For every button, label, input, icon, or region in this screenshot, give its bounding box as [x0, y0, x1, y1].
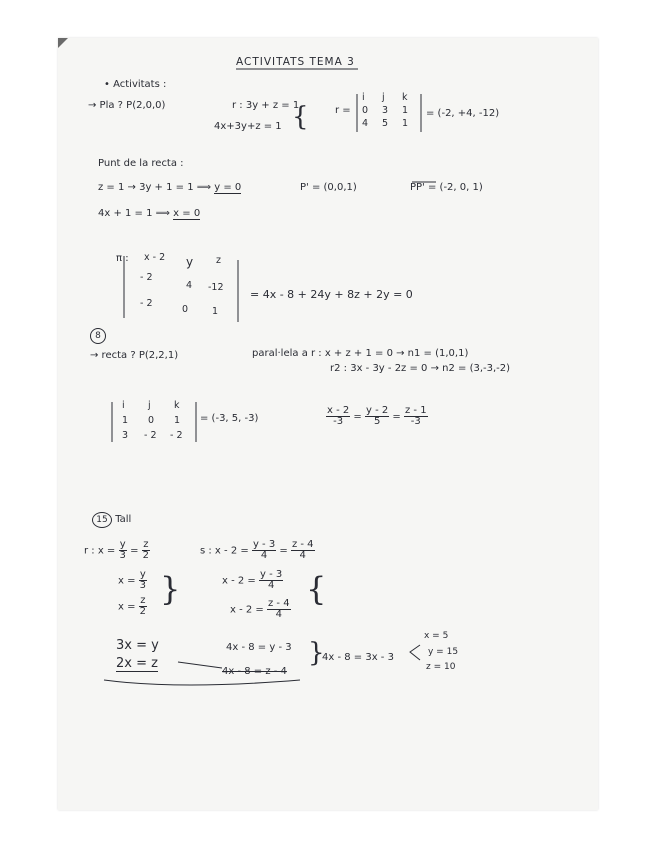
frac-num: y - 3: [260, 569, 283, 580]
frac-den: 5: [373, 416, 381, 427]
s15-label: Tall: [115, 514, 132, 525]
d-cell: 4: [186, 280, 193, 291]
s15-a1-prefix: x =: [118, 575, 136, 587]
s1-x-result: x = 0: [173, 208, 201, 219]
s1-punt-label: Punt de la recta :: [98, 158, 184, 169]
s1-r2: 4x+3y+z = 1: [214, 121, 282, 132]
s15-brace-d: }: [308, 638, 325, 668]
s1-r1: r : 3y + z = 1: [232, 100, 300, 111]
s15-connector-curve: [104, 680, 300, 685]
m-cell: - 2: [170, 430, 183, 441]
s15-f3: z = 10: [426, 662, 456, 672]
m-cell: 0: [148, 415, 155, 426]
s1-line2-text: 4x + 1 = 1 ⟹: [98, 208, 174, 219]
frac-den: -3: [410, 416, 421, 427]
frac-num: y - 2: [366, 405, 389, 416]
s15-arrow: [178, 662, 222, 668]
m-cell: 4: [362, 118, 369, 129]
m-cell: 1: [174, 415, 181, 426]
frac-num: z - 4: [268, 598, 290, 609]
d-cell: - 2: [140, 272, 153, 283]
m-cell: j: [382, 92, 385, 103]
m-cell: i: [122, 400, 125, 411]
s1-matrix-result: = (-2, +4, -12): [426, 108, 500, 119]
s1-brace: {: [292, 102, 309, 132]
d-cell: x - 2: [144, 252, 166, 263]
s1-pprime: P' = (0,0,1): [300, 182, 357, 193]
s15-c2-text: 2x = z: [116, 656, 158, 671]
m-cell: 1: [122, 415, 129, 426]
d-cell: -12: [208, 282, 224, 293]
s15-d2: 4x - 8 = z - 4: [222, 666, 287, 677]
page-title: ACTIVITATS TEMA 3: [236, 56, 355, 68]
s8-plane2: r2 : 3x - 3y - 2z = 0 → n2 = (3,-3,-2): [330, 363, 511, 374]
s15-number-circle: 15: [92, 512, 112, 528]
m-cell: k: [402, 92, 408, 103]
s15-f2: y = 15: [428, 647, 459, 657]
s15-b1-prefix: x - 2 =: [222, 575, 256, 587]
s15-brace-b: {: [306, 570, 327, 608]
s8-line-eq: $\frac{x - 2}{-3}$ = $\frac{y - 2}{5}$ = $\frac{z - 1}{-3}$: [327, 405, 427, 427]
m-cell: 0: [362, 105, 369, 116]
m-cell: 1: [402, 118, 409, 129]
frac-num: z - 4: [291, 539, 314, 550]
frac-den: -3: [333, 416, 344, 427]
s1-y-result: y = 0: [214, 182, 242, 193]
s1-ppvec: PP' = (-2, 0, 1): [410, 182, 483, 193]
frac-num: x - 2: [327, 405, 350, 416]
frac-den: 4: [267, 580, 275, 591]
frac-num: y: [119, 539, 126, 550]
d-cell: 1: [212, 306, 219, 317]
frac-den: 4: [260, 550, 268, 561]
s8-question: → recta ? P(2,2,1): [90, 350, 179, 361]
s15-brace-a: }: [160, 570, 181, 608]
frac-num: y - 3: [252, 539, 276, 550]
d-cell: - 2: [140, 298, 153, 309]
s15-r-prefix: r : x =: [84, 545, 116, 557]
s1-line1-text: z = 1 → 3y + 1 = 1 ⟹: [98, 182, 215, 193]
frac-num: z: [143, 539, 149, 550]
s15-d1: 4x - 8 = y - 3: [226, 642, 292, 653]
frac-den: 2: [139, 606, 147, 617]
frac-num: z: [140, 595, 146, 606]
frac-num: z - 1: [405, 405, 427, 416]
m-cell: 5: [382, 118, 389, 129]
m-cell: 3: [122, 430, 129, 441]
frac-den: 4: [275, 609, 282, 620]
frac-den: 2: [142, 550, 150, 561]
s15-b2-prefix: x - 2 =: [230, 604, 264, 616]
frac-den: 3: [119, 550, 126, 561]
s15-s-prefix: s : x - 2 =: [200, 545, 249, 557]
s1-det-result: = 4x - 8 + 24y + 8z + 2y = 0: [250, 288, 413, 301]
s8-parallel: paral·lela a r : x + z + 1 = 0 → n1 = (1,0,1): [252, 348, 469, 359]
s1-r-label: r =: [335, 105, 351, 116]
s15-f1: x = 5: [424, 631, 449, 641]
m-cell: 1: [402, 105, 409, 116]
m-cell: 3: [382, 105, 389, 116]
frac-num: y: [139, 569, 146, 580]
s15-line-r: r : x = $\frac{y}{3}$ = $\frac{z}{2}$: [84, 539, 150, 561]
s8-number-circle: 8: [90, 328, 106, 344]
m-cell: k: [174, 400, 180, 411]
s8-matrix-result: = (-3, 5, -3): [200, 413, 259, 424]
section-header: • Activitats :: [104, 79, 167, 90]
s1-question: → Pla ? P(2,0,0): [88, 100, 166, 111]
s1-pi-label: π :: [116, 253, 129, 264]
m-cell: i: [362, 92, 365, 103]
s15-a2-prefix: x =: [118, 601, 136, 613]
d-cell: z: [216, 255, 221, 266]
frac-den: 3: [139, 580, 147, 591]
s15-c1: 3x = y: [116, 638, 159, 653]
s15-result-arrows: [410, 645, 420, 660]
frac-den: 4: [299, 550, 306, 561]
d-cell: y: [186, 255, 194, 269]
m-cell: j: [148, 400, 151, 411]
s15-e: 4x - 8 = 3x - 3: [322, 652, 394, 663]
d-cell: 0: [182, 304, 189, 315]
s15-line-s: s : x - 2 = $\frac{y - 3}{4}$ = $\frac{z - 4}{4}$: [200, 539, 314, 561]
m-cell: - 2: [144, 430, 157, 441]
